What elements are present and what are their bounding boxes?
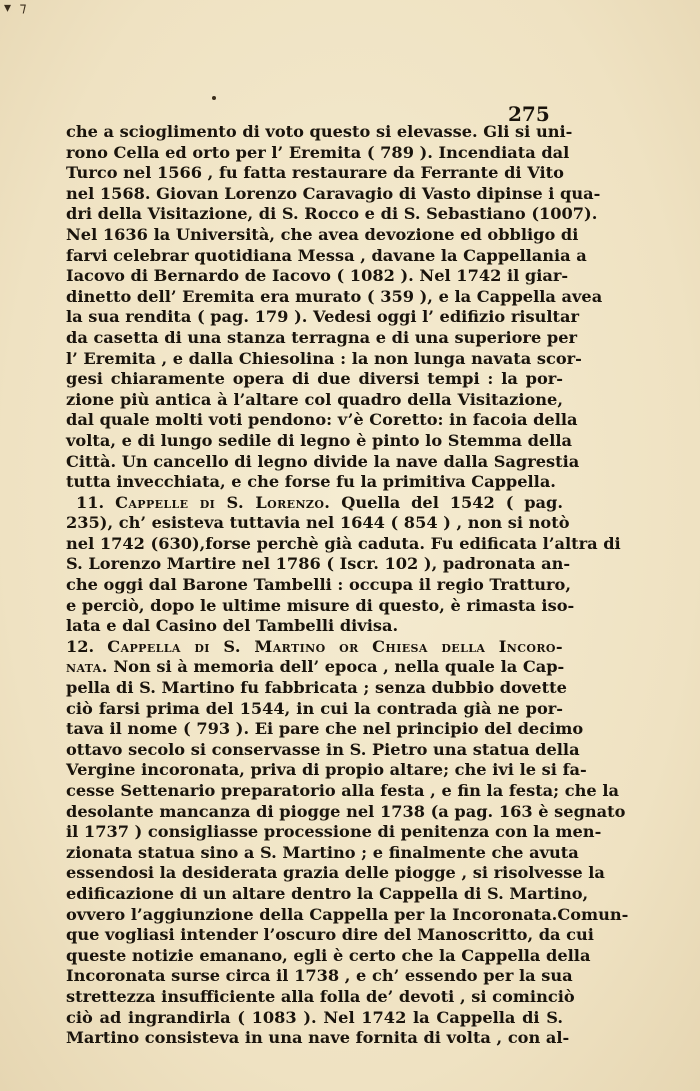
line-text: que vogliasi intender l’oscuro dire del Manoscritto, da cui [66,925,594,945]
line-text: da casetta di una stanza terragna e di una superiore per [66,327,578,347]
line-text: cesse Settenario preparatorio alla festa , e fin la festa; che la [66,781,619,800]
line-text: rono Cella ed orto per l’ Eremita ( 789 ). Incendiata dal [66,142,570,162]
line-text: zione più antica à l’altare col quadro della Visitazione, [66,389,563,409]
text-line [66,678,567,699]
line-text: dri della Visitazione, di S. Rocco e di S. Sebastiano (1007). [66,204,598,224]
line-text: che oggi dal Barone Tambelli : occupa il regio Tratturo, [66,575,571,595]
line-text: lata e dal Casino del Tambelli divisa. [66,616,399,636]
section-number: 12. [66,636,95,656]
line-text: volta, e di lungo sedile di legno è pinto lo Stemma della [66,430,573,450]
text-line [66,122,573,143]
text-line [66,781,619,802]
ink-dot [212,96,216,100]
text-line [66,513,570,534]
text-line [66,595,575,617]
section-number: 11. [76,492,105,512]
text-line [66,183,601,205]
line-text: essendosi la desiderata grazia delle piogge , si risolvesse la [66,863,605,883]
text-line [66,430,573,452]
line-text: e perciò, dopo le ultime misure di questo, è rimasta iso- [66,595,575,615]
text-line [66,142,570,164]
line-text: l’ Eremita , e dalla Chiesolina : la non lunga navata scor- [66,348,582,368]
text-line [66,801,626,823]
line-text: ottavo secolo si conservasse in S. Pietro una statua della [66,739,580,759]
text-line [66,883,589,905]
text-line [66,224,579,246]
text-line [66,719,584,740]
line-text: pella di S. Martino fu fabbricata ; senza dubbio dovette [66,678,567,698]
text-line [66,863,605,884]
text-line [66,533,621,555]
line-text: nel 1568. Giovan Lorenzo Caravagio di Vasto dipinse i qua- [66,183,601,203]
body-text [66,122,629,1049]
line-text: che a scioglimento di voto questo si elevasse. Gli si uni- [66,122,573,141]
line-text: tutta invecchiata, e che forse fu la primitiva Cappella. [66,472,556,492]
text-line [66,348,582,370]
text-line [66,760,587,781]
text-line [66,245,587,267]
text-line [66,699,563,720]
text-line [66,822,602,843]
text-line [66,266,569,287]
section-heading: Cappelle di S. Lorenzo. [115,492,331,512]
text-line [66,966,573,987]
text-line [66,472,563,493]
text-line [66,204,598,225]
line-text: Iacovo di Bernardo de Iacovo ( 1082 ). Nel 1742 il giar- [66,266,569,286]
line-text: S. Lorenzo Martire nel 1786 ( Iscr. 102 ), padronata an- [66,554,571,574]
line-text: 235), ch’ esisteva tuttavia nel 1644 ( 854 ) , non si notò [66,513,570,533]
line-text: farvi celebrar quotidiana Messa , davane la Cappellania a [66,245,587,265]
text-line [66,307,580,328]
line-text: Quella del 1542 ( pag. [341,492,563,512]
text-line [66,410,578,431]
line-text: nel 1742 (630),forse perchè già caduta. Fu edificata l’altra di [66,533,621,553]
text-line [66,163,563,184]
line-text: ovvero l’aggiunzione della Cappella per la Incoronata.Comun- [66,904,629,924]
text-line [66,1008,563,1029]
line-text: la sua rendita ( pag. 179 ). Vedesi oggi l’ edifizio risultar [66,307,580,327]
line-text: zionata statua sino a S. Martino ; e finalmente che avuta [66,842,579,862]
text-line [66,493,563,514]
text-line [66,575,571,596]
line-text: Città. Un cancello di legno divide la nave dalla Sagrestia [66,451,580,471]
text-line [66,451,580,473]
line-text: Non si à memoria dell’ epoca , nella quale la Cap- [113,657,565,677]
line-text: Turco nel 1566 , fu fatta restaurare da Ferrante di Vito [66,163,564,183]
line-text: il 1737 ) consigliasse processione di penitenza con la men- [66,822,602,842]
text-line [66,637,563,658]
text-line [66,842,579,864]
corner-mark: ▾ ⁊ [4,0,29,16]
line-text: ciò farsi prima del 1544, in cui la contrada già ne por- [66,698,563,718]
section-heading: Cappella di S. Martino or Chiesa della Incoro- [107,636,564,656]
line-text: Incoronata surse circa il 1738 , e ch’ essendo per la sua [66,966,573,986]
text-line [66,616,563,637]
text-line [66,286,603,308]
text-line [66,554,571,575]
text-line [66,390,563,411]
line-text: Martino consisteva in una nave fornita di volta , con al- [66,1028,570,1048]
line-text: tava il nome ( 793 ). Ei pare che nel principio del decimo [66,719,584,739]
line-text: dinetto dell’ Eremita era murato ( 359 ), e la Cappella avea [66,286,603,306]
text-line [66,657,563,678]
text-line [66,739,580,761]
text-line [66,925,594,946]
line-text: ciò ad ingrandirla ( 1083 ). Nel 1742 la Cappella di S. [66,1007,563,1027]
line-text: Nel 1636 la Università, che avea devozione ed obbligo di [66,224,579,244]
line-text: dal quale molti voti pendono: v’è Coretto: in facoia della [66,410,578,430]
line-text: desolante mancanza di piogge nel 1738 (a pag. 163 è segnato [66,801,626,821]
section-heading: nata. [66,657,108,677]
text-line [66,986,575,1008]
text-line [66,327,578,349]
text-line [66,1028,570,1049]
text-line [66,945,591,967]
line-text: queste notizie emanano, egli è certo che la Cappella della [66,945,591,965]
page-number: 275 [508,102,550,126]
line-text: Vergine incoronata, priva di propio altare; che ivi le si fa- [66,760,587,780]
text-line [66,904,629,926]
line-text: edificazione di un altare dentro la Cappella di S. Martino, [66,883,589,903]
line-text: gesi chiaramente opera di due diversi tempi : la por- [66,369,563,389]
line-text: strettezza insufficiente alla folla de’ devoti , si cominciò [66,986,575,1006]
text-line [66,369,563,390]
